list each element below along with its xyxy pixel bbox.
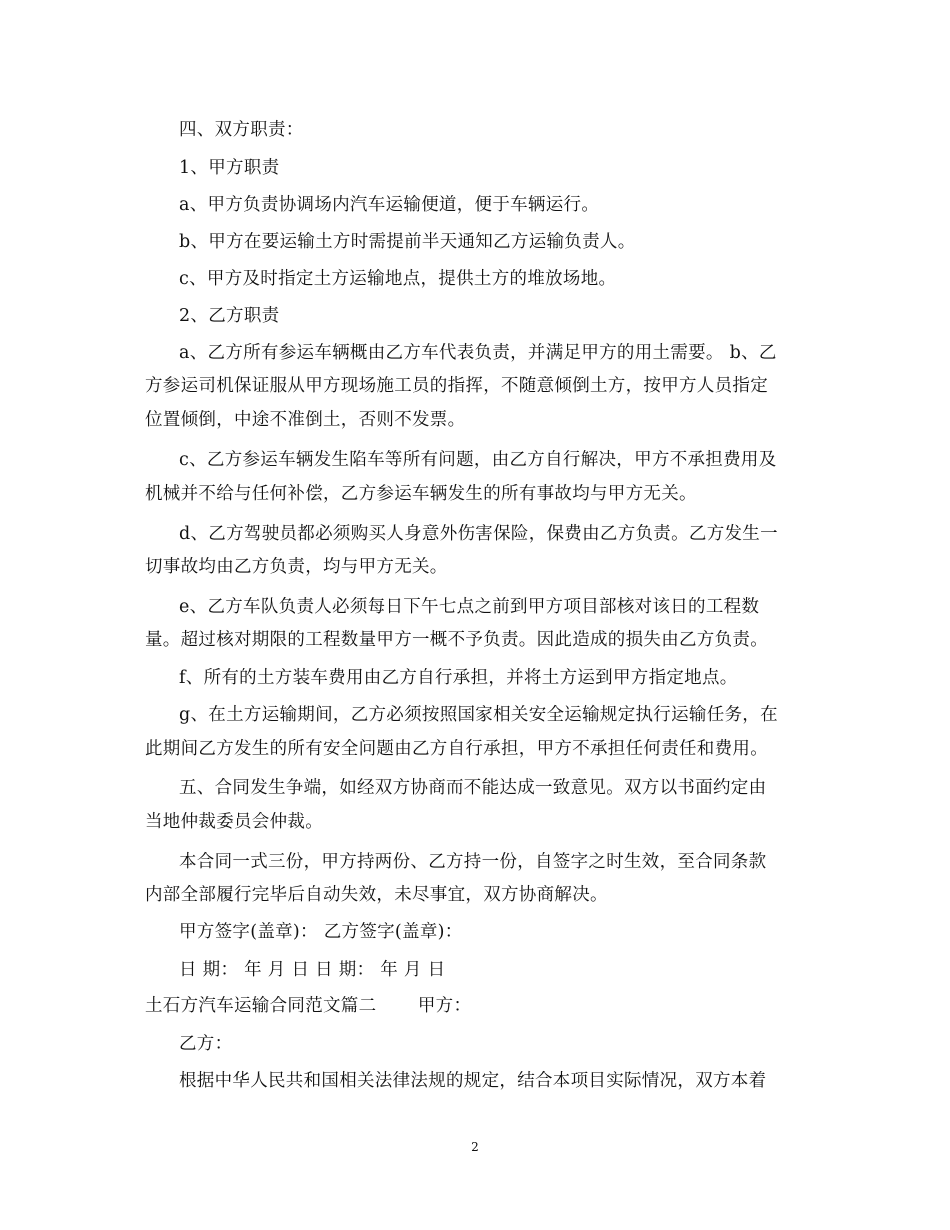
paragraph-line: 机械并不给与任何补偿，乙方参运车辆发生的所有事故均与甲方无关。 [145, 484, 697, 504]
paragraph-line: 位置倾倒，中途不准倒土，否则不发票。 [145, 410, 466, 430]
page-number: 2 [471, 1140, 479, 1154]
paragraph-line: a、甲方负责协调场内汽车运输便道，便于车辆运行。 [179, 195, 600, 215]
paragraph-line: b、甲方在要运输土方时需提前半天通知乙方运输负责人。 [179, 232, 636, 252]
paragraph-line: 内部全部履行完毕后自动失效，未尽事宜，双方协商解决。 [145, 885, 608, 905]
section-heading: 四、双方职责： [179, 120, 304, 140]
paragraph-line: d、乙方驾驶员都必须购买人身意外伤害保险，保费由乙方负责。乙方发生一 [179, 524, 778, 544]
paragraph-line: 切事故均由乙方负责，均与甲方无关。 [145, 557, 448, 577]
signature-line: 甲方签字(盖章)： 乙方签字(盖章)： [179, 922, 463, 942]
section-title: 土石方汽车运输合同范文篇二 甲方： [145, 996, 472, 1016]
paragraph-line: f、所有的土方装车费用由乙方自行承担，并将土方运到甲方指定地点。 [179, 668, 738, 688]
date-line: 日 期： 年 月 日 日 期： 年 月 日 [179, 960, 446, 980]
paragraph-line: 方参运司机保证服从甲方现场施工员的指挥，不随意倾倒土方，按甲方人员指定 [145, 376, 768, 396]
paragraph-line: 当地仲裁委员会仲裁。 [145, 812, 323, 832]
paragraph-line: 量。超过核对期限的工程数量甲方一概不予负责。因此造成的损失由乙方负责。 [145, 630, 768, 650]
paragraph-line: 此期间乙方发生的所有安全问题由乙方自行承担，甲方不承担任何责任和费用。 [145, 739, 768, 759]
paragraph-line: 根据中华人民共和国相关法律法规的规定，结合本项目实际情况，双方本着 [179, 1071, 767, 1091]
paragraph-line: c、乙方参运车辆发生陷车等所有问题，由乙方自行解决，甲方不承担费用及 [179, 450, 777, 470]
subsection-heading: 2、乙方职责 [179, 306, 280, 326]
paragraph-line: a、乙方所有参运车辆概由乙方车代表负责，并满足甲方的用土需要。 b、乙 [179, 343, 777, 363]
paragraph-line: c、甲方及时指定土方运输地点，提供土方的堆放场地。 [179, 269, 617, 289]
party-line: 乙方： [179, 1034, 233, 1054]
paragraph-line: g、在土方运输期间，乙方必须按照国家相关安全运输规定执行运输任务，在 [179, 705, 778, 725]
subsection-heading: 1、甲方职责 [179, 158, 280, 178]
paragraph-line: 五、合同发生争端，如经双方协商而不能达成一致意见。双方以书面约定由 [179, 778, 767, 798]
paragraph-line: 本合同一式三份，甲方持两份、乙方持一份，自签字之时生效，至合同条款 [179, 852, 767, 872]
paragraph-line: e、乙方车队负责人必须每日下午七点之前到甲方项目部核对该日的工程数 [179, 597, 760, 617]
